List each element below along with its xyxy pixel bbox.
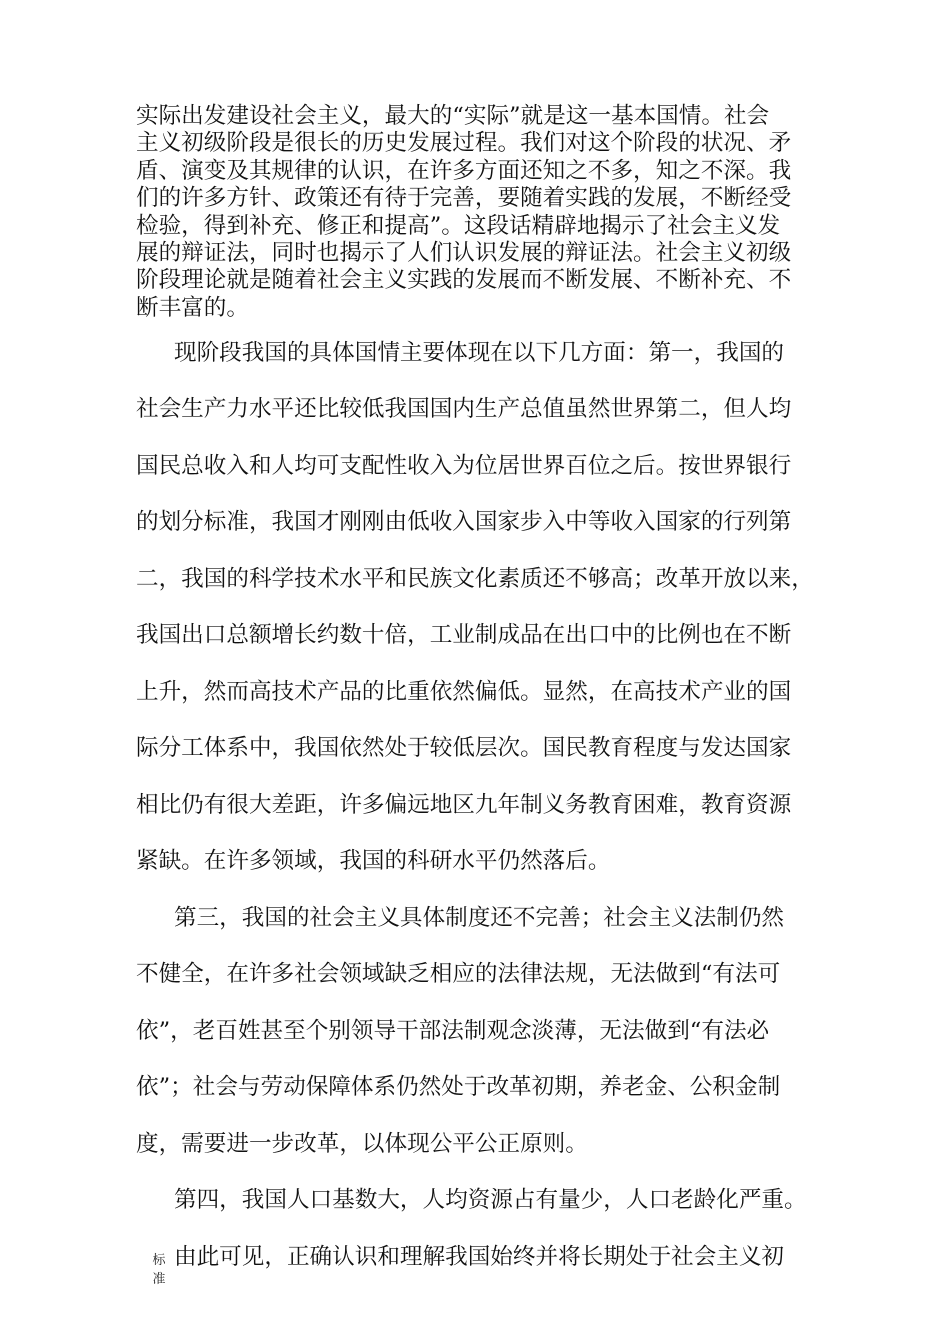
paragraph-continuation	[136, 103, 816, 322]
text-line: 主义初级阶段是很长的历史发展过程。我们对这个阶段的状况、矛	[136, 130, 792, 157]
paragraph-national-conditions-line: 二，我国的科学技术水平和民族文化素质还不够高；改革开放以来，	[136, 566, 814, 592]
paragraph-third-point-line: 依”；社会与劳动保障体系仍然处于改革初期，养老金、公积金制	[136, 1074, 781, 1100]
text-line: 断丰富的。	[136, 294, 249, 321]
paragraph-third-point-line: 度，需要进一步改革，以体现公平公正原则。	[136, 1131, 588, 1157]
paragraph-conclusion-line: 由此可见，正确认识和理解我国始终并将长期处于社会主义初	[174, 1244, 785, 1270]
paragraph-national-conditions-line: 社会生产力水平还比较低我国国内生产总值虽然世界第二，但人均	[136, 396, 792, 422]
text-line: 盾、演变及其规律的认识，在许多方面还知之不多，知之不深。我	[136, 157, 792, 184]
paragraph-national-conditions-line: 紧缺。在许多领域，我国的科研水平仍然落后。	[136, 848, 611, 874]
footer-char: 标	[152, 1253, 166, 1268]
text-line: 检验，得到补充、修正和提高”。这段话精辟地揭示了社会主义发	[136, 212, 781, 239]
paragraph-national-conditions-line: 我国出口总额增长约数十倍，工业制成品在出口中的比例也在不断	[136, 622, 792, 648]
text-line: 们的许多方针、政策还有待于完善，要随着实践的发展，不断经受	[136, 185, 792, 212]
paragraph-third-point-line: 依”，老百姓甚至个别领导干部法制观念淡薄，无法做到“有法必	[136, 1018, 770, 1044]
footer-label	[147, 1251, 171, 1289]
paragraph-national-conditions-line: 现阶段我国的具体国情主要体现在以下几方面：第一，我国的	[174, 340, 785, 366]
paragraph-national-conditions-line: 的划分标准，我国才刚刚由低收入国家步入中等收入国家的行列第	[136, 509, 792, 535]
text-line: 展的辩证法，同时也揭示了人们认识发展的辩证法。社会主义初级	[136, 239, 792, 266]
paragraph-national-conditions-line: 际分工体系中，我国依然处于较低层次。国民教育程度与发达国家	[136, 735, 792, 761]
footer-char: 准	[152, 1272, 166, 1287]
paragraph-third-point-line: 不健全，在许多社会领域缺乏相应的法律法规，无法做到“有法可	[136, 961, 781, 987]
paragraph-national-conditions-line: 相比仍有很大差距，许多偏远地区九年制义务教育困难，教育资源	[136, 792, 792, 818]
text-line: 实际出发建设社会主义，最大的“实际”就是这一基本国情。社会	[136, 103, 770, 129]
paragraph-national-conditions-line: 上升，然而高技术产品的比重依然偏低。显然，在高技术产业的国	[136, 679, 792, 705]
text-line: 阶段理论就是随着社会主义实践的发展而不断发展、不断补充、不	[136, 267, 792, 294]
paragraph-third-point-line: 第三，我国的社会主义具体制度还不完善；社会主义法制仍然	[174, 905, 785, 931]
paragraph-fourth-point: 第四，我国人口基数大，人均资源占有量少，人口老龄化严重。	[174, 1187, 807, 1213]
paragraph-national-conditions-line: 国民总收入和人均可支配性收入为位居世界百位之后。按世界银行	[136, 453, 792, 479]
